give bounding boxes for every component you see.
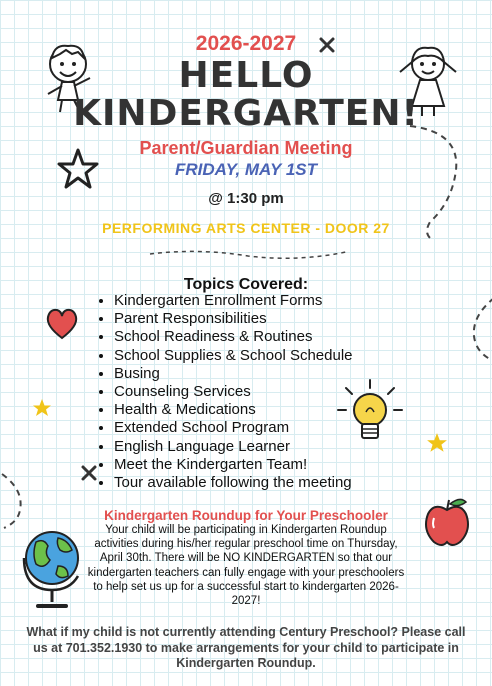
- dashed-arc-right: [468, 296, 492, 366]
- list-item: • School Readiness & Routines: [114, 328, 353, 346]
- meeting-time: @ 1:30 pm: [208, 190, 284, 207]
- dashed-divider: [148, 246, 348, 262]
- list-item: • Tour available following the meeting: [114, 474, 353, 492]
- list-item: • Meet the Kindergarten Team!: [114, 456, 353, 474]
- meeting-date: FRIDAY, MAY 1ST: [174, 160, 317, 179]
- list-item: • Extended School Program: [114, 419, 353, 437]
- meeting-venue: PERFORMING ARTS CENTER - DOOR 27: [102, 220, 390, 236]
- list-item: • School Supplies & School Schedule: [114, 347, 353, 365]
- list-item: • English Language Learner: [114, 438, 353, 456]
- small-star-icon: [426, 432, 448, 454]
- list-item: • Busing: [114, 365, 353, 383]
- school-year: 2026-2027: [195, 32, 297, 55]
- contact-question: What if my child is not currently attending Century Preschool? Please call us at 701.352.1930 to make arrangements for your child to participate in Kindergarten Roundup.: [26, 625, 466, 670]
- list-item: • Kindergarten Enrollment Forms: [114, 292, 353, 310]
- globe-icon: [14, 520, 90, 614]
- list-item: • Counseling Services: [114, 383, 353, 401]
- small-star-icon: [32, 398, 52, 418]
- heart-icon: [44, 306, 80, 342]
- topics-list: [96, 292, 353, 492]
- roundup-body: Your child will be participating in Kindergarten Roundup activities during his/her regular preschool time on Thursday, April 30th. There will be NO KINDERGARTEN so that our kindergarten teachers can fully engage with your preschoolers to help set us up for a successful start to kindergarten 2026-2027!: [87, 524, 405, 608]
- meeting-title: Parent/Guardian Meeting: [139, 138, 353, 158]
- roundup-title: Kindergarten Roundup for Your Preschooler: [104, 508, 388, 523]
- hello-heading: HELLO: [178, 55, 314, 96]
- list-item: • Parent Responsibilities: [114, 310, 353, 328]
- kindergarten-heading: KINDERGARTEN!: [73, 93, 419, 134]
- list-item: • Health & Medications: [114, 401, 353, 419]
- topics-title: Topics Covered:: [183, 276, 309, 293]
